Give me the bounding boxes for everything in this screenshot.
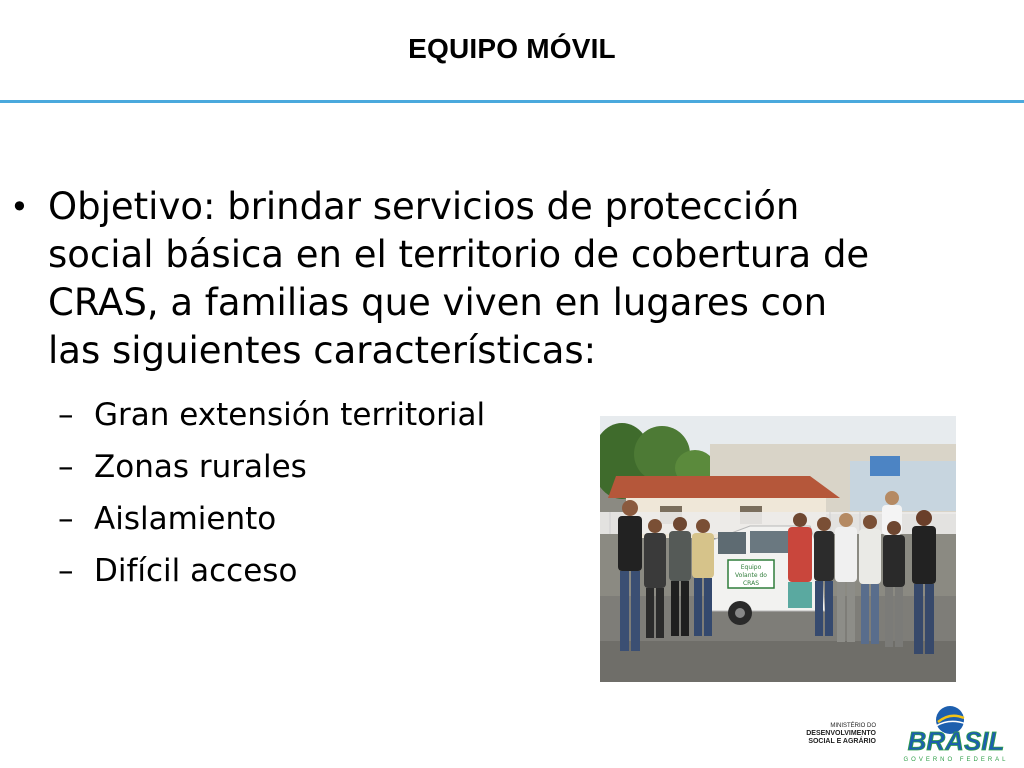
main-bullet [10, 183, 890, 375]
subitem [58, 545, 485, 597]
ministry-line-3: SOCIAL E AGRÁRIO [808, 738, 876, 745]
bullet-symbol: • [10, 188, 29, 226]
subitem-dash: – [58, 397, 74, 433]
vehicle-sign-line-3: CRAS [742, 580, 760, 587]
ministry-logo [796, 723, 876, 746]
main-bullet-text: Objetivo: brindar servicios de protección social básica en el territorio de cobertura de CRAS, a familias que viven en lugares con las siguientes características: [48, 185, 870, 372]
subitem-dash: – [58, 449, 74, 485]
vehicle-sign-line-2: Volante do [735, 572, 767, 579]
governo-federal-text: GOVERNO FEDERAL [903, 757, 1009, 763]
brasil-wordmark: BRASIL [907, 726, 1005, 756]
brasil-logo [890, 704, 1022, 764]
subitem-dash: – [58, 553, 74, 589]
subitem [58, 441, 485, 493]
group-photo [600, 416, 956, 682]
subitem [58, 493, 485, 545]
slide-title: EQUIPO MÓVIL [408, 33, 616, 64]
subitem-text: Gran extensión territorial [94, 397, 486, 433]
footer-logos [796, 704, 1022, 764]
subitem-dash: – [58, 501, 74, 537]
ministry-line-1: MINISTÉRIO DO [830, 723, 876, 729]
vehicle-sign-line-1: Equipo [740, 564, 762, 571]
ministry-line-2: DESENVOLVIMENTO [806, 730, 876, 737]
title-divider [0, 100, 1024, 103]
subitem-text: Zonas rurales [94, 449, 307, 485]
subitem-text: Aislamiento [94, 501, 277, 537]
subitem-list [58, 389, 485, 597]
subitem-text: Difícil acceso [94, 553, 298, 589]
subitem [58, 389, 485, 441]
group-photo-illustration [600, 416, 956, 682]
